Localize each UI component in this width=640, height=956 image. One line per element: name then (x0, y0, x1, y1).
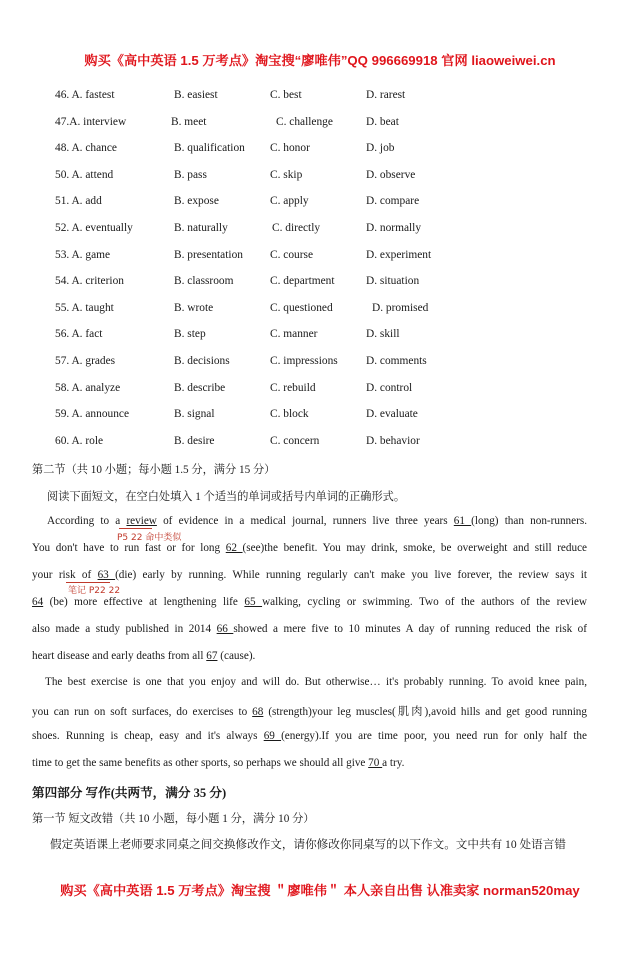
option-a: 46. A. fastest (55, 89, 115, 101)
blank-61: 61 (453, 515, 472, 527)
blank-66: 66 (216, 623, 234, 635)
option-b: B. expose (174, 195, 219, 208)
option-b: B. decisions (174, 355, 230, 367)
option-a: 55. A. taught (55, 301, 114, 314)
bottom-banner: 购买《高中英语 1.5 万考点》淘宝搜 ＂廖唯伟＂ 本人亲自出售 认准卖家 norman520may (60, 883, 580, 898)
option-a: 57. A. grades (55, 355, 116, 367)
option-d: D. control (366, 381, 413, 394)
part4-title: 第四部分 写作(共两节，满分 35 分) (32, 786, 227, 800)
option-b: B. meet (171, 115, 207, 128)
option-c: C. block (270, 408, 309, 421)
option-d: D. normally (366, 222, 422, 234)
option-a: 48. A. chance (55, 142, 117, 155)
red-underline (119, 528, 152, 529)
option-a: 52. A. eventually (55, 222, 133, 234)
passage-line-7: The best exercise is one that you enjoy and will do. But otherwise… it's probably running. To avoid knee pain, (45, 676, 587, 688)
option-d: D. behavior (366, 434, 420, 447)
option-d: D. promised (372, 301, 429, 314)
passage-line-1: According to a review of evidence in a medical journal, runners live three years 61 (long) than non-runners. (47, 515, 587, 527)
option-row (0, 328, 640, 348)
review-word: review (126, 515, 157, 527)
blank-69: 69 (263, 730, 282, 742)
option-a: 59. A. announce (55, 408, 130, 421)
blank-64: 64 (32, 596, 44, 608)
option-a: 50. A. attend (55, 168, 114, 181)
option-d: D. evaluate (366, 408, 418, 421)
part4-instruction: 假定英语课上老师要求同桌之间交换修改作文，请你修改你同桌写的以下作文。文中共有 10 处语言错 (50, 838, 566, 851)
passage-line-9: shoes. Running is cheap, easy and it's always 69 (energy).If you are time poor, you need run for only half the (32, 730, 587, 742)
passage-line-6: heart disease and early deaths from all 67 (cause). (32, 650, 256, 662)
option-row (0, 382, 640, 402)
passage-line-2: You don't have to run fast or for long 62 (see)the benefit. You may drink, smoke, be overweight and still reduce (32, 542, 588, 554)
option-row (0, 408, 640, 428)
option-c: C. apply (270, 195, 309, 208)
option-c: C. directly (272, 222, 321, 234)
option-b: B. classroom (174, 275, 234, 288)
passage-line-8: you can run on soft surfaces, do exercises to 68 (strength)your leg muscles(肌肉),avoid hills and get good running (32, 706, 587, 718)
option-c: C. course (270, 248, 314, 261)
option-b: B. desire (174, 434, 215, 447)
option-d: D. situation (366, 275, 420, 288)
option-d: D. job (366, 142, 395, 155)
option-a: 54. A. criterion (55, 275, 124, 288)
passage-line-10: time to get the same benefits as other sports, so perhaps we should all give 70 a try. (32, 757, 405, 769)
option-row (0, 142, 640, 162)
option-row (0, 89, 640, 109)
blank-65: 65 (244, 596, 263, 608)
option-b: B. easiest (174, 89, 218, 101)
option-b: B. pass (174, 168, 207, 181)
blank-67: 67 (206, 650, 218, 662)
blank-63: 63 (97, 569, 116, 581)
option-row (0, 169, 640, 189)
passage-line-5: also made a study published in 2014 66 showed a mere five to 10 minutes A day of running reduced the risk of (32, 623, 587, 635)
option-b: B. signal (174, 408, 215, 421)
option-a: 47.A. interview (55, 115, 127, 128)
option-d: D. experiment (366, 248, 432, 261)
option-row (0, 302, 640, 322)
option-d: D. beat (366, 115, 399, 128)
blank-68: 68 (252, 706, 264, 718)
option-a: 60. A. role (55, 434, 104, 447)
option-b: B. step (174, 328, 206, 341)
option-c: C. skip (270, 168, 303, 181)
section2-title: 第二节（共 10 小题；每小题 1.5 分，满分 15 分） (32, 464, 276, 476)
option-b: B. wrote (174, 301, 214, 314)
option-c: C. honor (270, 142, 310, 155)
option-d: D. comments (366, 355, 427, 367)
option-b: B. describe (174, 381, 226, 394)
option-c: C. challenge (276, 115, 333, 128)
option-row (0, 435, 640, 455)
option-c: C. department (270, 275, 335, 288)
passage-line-3: your risk of 63 (die) early by running. While running regularly can't make you live forever, the review says it (32, 569, 588, 581)
option-c: C. questioned (270, 301, 333, 314)
option-c: C. rebuild (270, 381, 316, 394)
option-row (0, 355, 640, 375)
blank-62: 62 (225, 542, 243, 554)
blank-70: 70 (368, 757, 383, 769)
option-row (0, 222, 640, 242)
option-a: 53. A. game (55, 248, 111, 261)
option-c: C. manner (270, 328, 318, 341)
option-a: 51. A. add (55, 195, 102, 208)
annotation-2: 笔记 P22 22 (68, 586, 121, 596)
option-b: B. presentation (174, 248, 243, 261)
option-d: D. skill (366, 328, 400, 341)
annotation-1: P5 22 命中类似 (117, 533, 182, 543)
option-row (0, 116, 640, 136)
option-c: C. impressions (270, 355, 338, 367)
option-row (0, 275, 640, 295)
option-row (0, 249, 640, 269)
section2-instruction: 阅读下面短文，在空白处填入 1 个适当的单词或括号内单词的正确形式。 (47, 491, 406, 503)
option-d: D. observe (366, 168, 416, 181)
option-b: B. qualification (174, 142, 245, 155)
option-d: D. rarest (366, 89, 406, 101)
option-c: C. best (270, 89, 302, 101)
option-a: 56. A. fact (55, 328, 103, 341)
option-c: C. concern (270, 434, 320, 447)
part4-section1-title: 第一节 短文改错（共 10 小题，每小题 1 分，满分 10 分） (32, 813, 315, 825)
passage-line-4: 64 (be) more effective at lengthening life 65 walking, cycling or swimming. Two of the authors of the review (32, 596, 588, 608)
top-banner: 购买《高中英语 1.5 万考点》淘宝搜“廖唯伟”QQ 996669918 官网 liaoweiwei.cn (84, 53, 556, 68)
option-a: 58. A. analyze (55, 381, 121, 394)
option-b: B. naturally (174, 222, 228, 234)
option-d: D. compare (366, 195, 420, 208)
option-row (0, 195, 640, 215)
